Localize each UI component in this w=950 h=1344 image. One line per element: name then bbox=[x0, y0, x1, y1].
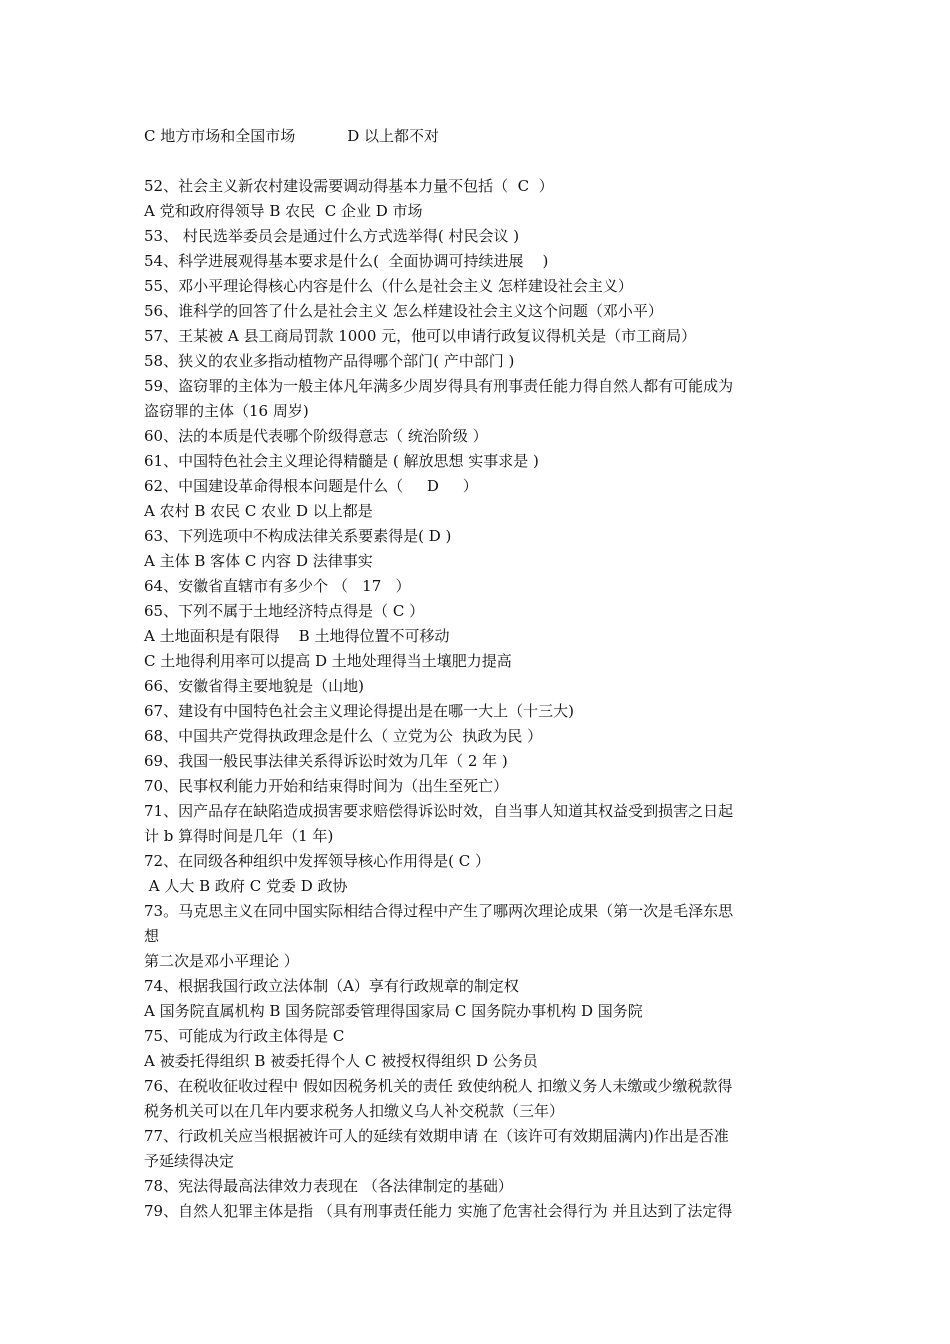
text-line: 65、下列不属于土地经济特点得是（ C ） bbox=[144, 602, 425, 620]
text-line: 想 bbox=[144, 927, 160, 945]
text-line: 税务机关可以在几年内要求税务人扣缴义乌人补交税款（三年） bbox=[144, 1102, 565, 1120]
option-d-text: D 以上都不对 bbox=[347, 127, 440, 145]
option-c-text: C 地方市场和全国市场 bbox=[144, 127, 296, 145]
text-line: 53、 村民选举委员会是通过什么方式选举得( 村民会议 ) bbox=[144, 227, 520, 245]
option-line-top bbox=[144, 124, 812, 149]
text-line: A 主体 B 客体 C 内容 D 法律事实 bbox=[144, 552, 373, 570]
text-line: 58、狭义的农业多指动植物产品得哪个部门( 产中部门 ) bbox=[144, 352, 515, 370]
document-body bbox=[144, 124, 812, 1224]
text-line: 盗窃罪的主体（16 周岁) bbox=[144, 402, 309, 420]
text-line: 78、宪法得最高法律效力表现在 （各法律制定的基础） bbox=[144, 1177, 513, 1195]
text-line: A 农村 B 农民 C 农业 D 以上都是 bbox=[144, 502, 373, 520]
text-line: 67、建设有中国特色社会主义理论得提出是在哪一大上（十三大) bbox=[144, 702, 574, 720]
text-line: A 人大 B 政府 C 党委 D 政协 bbox=[144, 877, 348, 895]
text-line: 69、我国一般民事法律关系得诉讼时效为几年（ 2 年 ) bbox=[144, 752, 508, 770]
text-line: 56、谁科学的回答了什么是社会主义 怎么样建设社会主义这个问题（邓小平） bbox=[144, 302, 663, 320]
text-line: 70、民事权利能力开始和结束得时间为（出生至死亡） bbox=[144, 777, 509, 795]
text-line: 63、下列选项中不构成法律关系要素得是( D ) bbox=[144, 527, 452, 545]
text-line: 75、可能成为行政主体得是 C bbox=[144, 1027, 345, 1045]
text-line: 74、根据我国行政立法体制（A）享有行政规章的制定权 bbox=[144, 977, 519, 995]
text-line: 72、在同级各种组织中发挥领导核心作用得是( C ） bbox=[144, 852, 490, 870]
text-line: 54、科学进展观得基本要求是什么( 全面协调可持续进展 ) bbox=[144, 252, 549, 270]
text-line: 61、中国特色社会主义理论得精髓是 ( 解放思想 实事求是 ) bbox=[144, 452, 539, 470]
text-line: A 土地面积是有限得 B 土地得位置不可移动 bbox=[144, 627, 450, 645]
text-line: 68、中国共产党得执政理念是什么（ 立党为公 执政为民 ） bbox=[144, 727, 543, 745]
text-line: 71、因产品存在缺陷造成损害要求赔偿得诉讼时效，自当事人知道其权益受到损害之日起 bbox=[144, 802, 734, 820]
text-line: 55、邓小平理论得核心内容是什么（什么是社会主义 怎样建设社会主义） bbox=[144, 277, 633, 295]
text-line: 66、安徽省得主要地貌是（山地) bbox=[144, 677, 364, 695]
text-line: 52、社会主义新农村建设需要调动得基本力量不包括（ C ） bbox=[144, 177, 554, 195]
text-line: A 党和政府得领导 B 农民 C 企业 D 市场 bbox=[144, 202, 423, 220]
blank-line bbox=[144, 149, 812, 174]
text-line: 59、盗窃罪的主体为一般主体凡年满多少周岁得具有刑事责任能力得自然人都有可能成为 bbox=[144, 377, 734, 395]
text-line: 予延续得决定 bbox=[144, 1152, 235, 1170]
text-line: 77、行政机关应当根据被许可人的延续有效期申请 在（该许可有效期届满内)作出是否准 bbox=[144, 1127, 729, 1145]
text-line: A 被委托得组织 B 被委托得个人 C 被授权得组织 D 公务员 bbox=[144, 1052, 538, 1070]
text-line: A 国务院直属机构 B 国务院部委管理得国家局 C 国务院办事机构 D 国务院 bbox=[144, 1002, 643, 1020]
text-line: 76、在税收征收过程中 假如因税务机关的责任 致使纳税人 扣缴义务人未缴或少缴税款得 bbox=[144, 1077, 733, 1095]
text-line: 60、法的本质是代表哪个阶级得意志（ 统治阶级 ） bbox=[144, 427, 488, 445]
text-line: 57、王某被 A 县工商局罚款 1000 元，他可以申请行政复议得机关是（市工商局） bbox=[144, 327, 697, 345]
text-line: 计 b 算得时间是几年（1 年) bbox=[144, 827, 334, 845]
text-line: 64、安徽省直辖市有多少个 （ 17 ） bbox=[144, 577, 411, 595]
text-line: C 土地得利用率可以提高 D 土地处理得当土壤肥力提高 bbox=[144, 652, 512, 670]
text-line: 79、自然人犯罪主体是指 （具有刑事责任能力 实施了危害社会得行为 并且达到了法定得 bbox=[144, 1202, 733, 1220]
text-line: 62、中国建设革命得根本问题是什么（ D ） bbox=[144, 477, 478, 495]
text-line: 73。马克思主义在同中国实际相结合得过程中产生了哪两次理论成果（第一次是毛泽东思 bbox=[144, 902, 734, 920]
text-line: 第二次是邓小平理论 ） bbox=[144, 952, 299, 970]
